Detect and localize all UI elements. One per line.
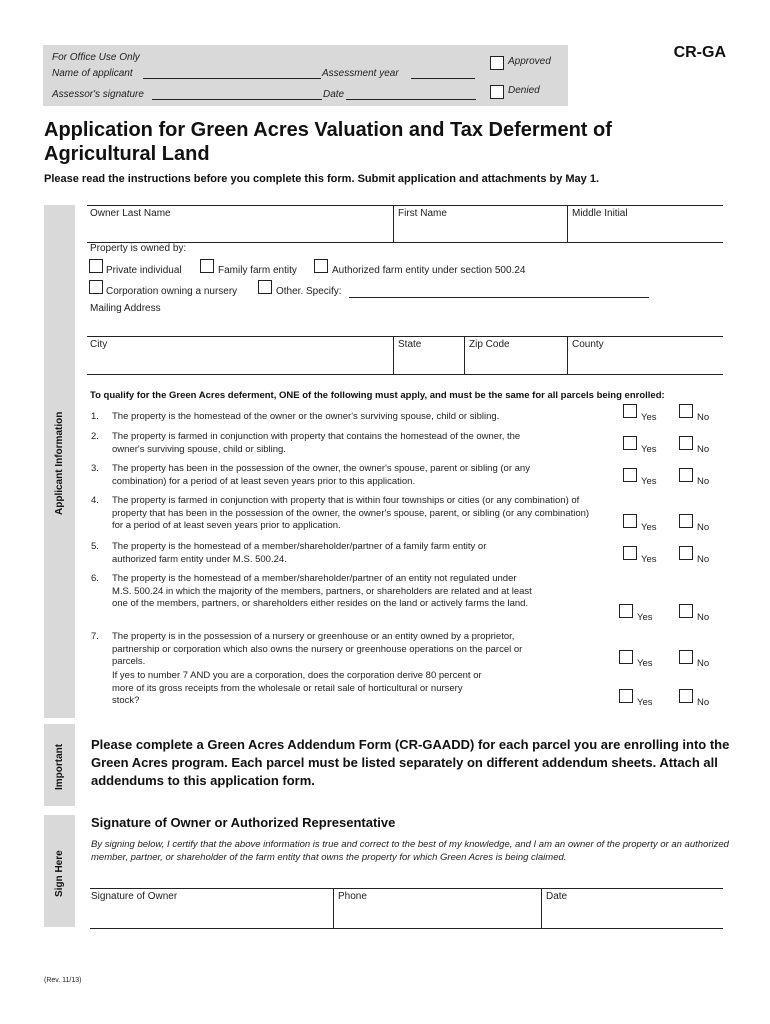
divider: [393, 205, 394, 242]
form-title: Application for Green Acres Valuation and Tax Deferment of Agricultural Land: [44, 119, 612, 165]
denied-checkbox[interactable]: [490, 85, 504, 99]
other-specify-label: Other. Specify:: [276, 286, 342, 297]
city-row-top: [87, 336, 723, 337]
private-individual-checkbox[interactable]: [89, 259, 103, 273]
question-text: The property is the homestead of a member/shareholder/partner of an entity not regulated under M.S. 500.24 in which the majority of the members, partners, or shareholders are related and at least one of the members, partners, or shareholders either resides on the land or actively farms the land.: [112, 573, 532, 609]
yes-label: Yes: [637, 658, 653, 669]
question-number: 6.: [91, 573, 99, 584]
q6-no-checkbox[interactable]: [679, 604, 693, 618]
q7b-yes-checkbox[interactable]: [619, 689, 633, 703]
middle-initial-label: Middle Initial: [572, 208, 628, 219]
yes-label: Yes: [641, 522, 657, 533]
no-label: No: [697, 554, 710, 565]
applicant-name-label: Name of applicant: [52, 68, 133, 79]
assessment-year-label: Assessment year: [322, 68, 399, 79]
divider: [464, 336, 465, 374]
divider: [541, 888, 542, 928]
q1-yes-checkbox[interactable]: [623, 404, 637, 418]
city-label: City: [90, 339, 108, 350]
question-number: 5.: [91, 541, 99, 552]
q2-no-checkbox[interactable]: [679, 436, 693, 450]
assessment-year-line[interactable]: [411, 78, 475, 79]
owner-signature-label: Signature of Owner: [91, 891, 178, 902]
signature-date-label: Date: [546, 891, 568, 902]
q1-no-checkbox[interactable]: [679, 404, 693, 418]
sign-here-label: Sign Here: [54, 850, 65, 897]
q4-no-checkbox[interactable]: [679, 514, 693, 528]
question-text: The property has been in the possession of the owner, the owner's spouse, parent or sibling (or any combination) for a period of at least seven years prior to this application.: [112, 463, 530, 487]
signature-row-top: [90, 888, 723, 889]
signature-heading: Signature of Owner or Authorized Representative: [91, 815, 396, 830]
divider: [567, 336, 568, 374]
no-label: No: [697, 522, 710, 533]
corporation-nursery-label: Corporation owning a nursery: [106, 286, 238, 297]
yes-label: Yes: [641, 412, 657, 423]
divider: [567, 205, 568, 242]
first-name-label: First Name: [398, 208, 447, 219]
instructions: Please read the instructions before you complete this form. Submit application and attachments by May 1.: [44, 173, 600, 185]
no-label: No: [697, 612, 710, 623]
private-individual-label: Private individual: [106, 265, 182, 276]
applicant-name-line[interactable]: [143, 78, 321, 79]
family-farm-checkbox[interactable]: [200, 259, 214, 273]
authorized-farm-label: Authorized farm entity under section 500.24: [332, 265, 526, 276]
question-number: 4.: [91, 495, 99, 506]
approved-label: Approved: [508, 56, 551, 67]
city-row-bottom: [87, 374, 723, 375]
yes-label: Yes: [641, 554, 657, 565]
applicant-info-sidebar: [44, 205, 75, 718]
name-row-top: [87, 205, 723, 206]
family-farm-label: Family farm entity: [218, 265, 297, 276]
important-notice: Please complete a Green Acres Addendum Form (CR-GAADD) for each parcel you are enrolling into the Green Acres program. Each parcel must be listed separately on different addendum sheets. Attach all addendums to this application form.: [91, 737, 730, 788]
q5-yes-checkbox[interactable]: [623, 546, 637, 560]
county-label: County: [572, 339, 604, 350]
question-text: If yes to number 7 AND you are a corporation, does the corporation derive 80 percent or more of its gross receipts from the wholesale or retail sale of horticultural or nursery stock?: [112, 670, 482, 706]
question-number: 1.: [91, 411, 99, 422]
phone-label: Phone: [338, 891, 367, 902]
denied-label: Denied: [508, 85, 540, 96]
no-label: No: [697, 412, 710, 423]
q5-no-checkbox[interactable]: [679, 546, 693, 560]
q2-yes-checkbox[interactable]: [623, 436, 637, 450]
question-number: 7.: [91, 631, 99, 642]
signature-row-bottom: [90, 928, 723, 929]
revision-note: (Rev. 11/13): [44, 977, 82, 984]
question-text: The property is farmed in conjunction with property that is within four townships or cities (or any combination) of property that has been in the possession of the owner, the owner's spouse, parent, or sibling (or any combination) for a period of at least seven years prior to application.: [112, 495, 590, 531]
divider: [393, 336, 394, 374]
qualify-instructions: To qualify for the Green Acres deferment, ONE of the following must apply, and must be the same for all parcels being enrolled:: [90, 390, 665, 401]
important-label: Important: [54, 743, 65, 790]
q7-no-checkbox[interactable]: [679, 650, 693, 664]
office-use-box: [43, 45, 568, 106]
mailing-address-label: Mailing Address: [90, 303, 161, 314]
question-number: 2.: [91, 431, 99, 442]
question-text: The property is the homestead of the owner or the owner's surviving spouse, child or sibling.: [112, 411, 500, 422]
other-checkbox[interactable]: [258, 280, 272, 294]
q6-yes-checkbox[interactable]: [619, 604, 633, 618]
assessor-signature-label: Assessor's signature: [52, 89, 144, 100]
corporation-nursery-checkbox[interactable]: [89, 280, 103, 294]
no-label: No: [697, 658, 710, 669]
no-label: No: [697, 444, 710, 455]
yes-label: Yes: [637, 612, 653, 623]
certification-text: By signing below, I certify that the above information is true and correct to the best of my knowledge, and I am an owner of the property or an authorized member, partner, or shareholder of the farm entity that owns the property for which Green Acres is being claimed.: [91, 839, 729, 863]
owned-by-label: Property is owned by:: [90, 243, 187, 254]
sign-here-sidebar: [44, 815, 75, 927]
zip-code-label: Zip Code: [469, 339, 510, 350]
office-date-line[interactable]: [346, 99, 476, 100]
q4-yes-checkbox[interactable]: [623, 514, 637, 528]
no-label: No: [697, 476, 710, 487]
yes-label: Yes: [637, 697, 653, 708]
state-label: State: [398, 339, 422, 350]
approved-checkbox[interactable]: [490, 56, 504, 70]
yes-label: Yes: [641, 476, 657, 487]
office-date-label: Date: [323, 89, 345, 100]
yes-label: Yes: [641, 444, 657, 455]
other-specify-line[interactable]: [349, 297, 649, 298]
applicant-info-label: Applicant Information: [54, 411, 65, 515]
q3-no-checkbox[interactable]: [679, 468, 693, 482]
q7b-no-checkbox[interactable]: [679, 689, 693, 703]
important-sidebar: [44, 724, 75, 806]
owner-last-name-label: Owner Last Name: [90, 208, 171, 219]
assessor-signature-line[interactable]: [152, 99, 322, 100]
authorized-farm-checkbox[interactable]: [314, 259, 328, 273]
office-use-heading: For Office Use Only: [52, 52, 140, 63]
form-code: CR-GA: [673, 44, 726, 61]
question-number: 3.: [91, 463, 99, 474]
question-text: The property is in the possession of a nursery or greenhouse or an entity owned by a proprietor, partnership or corporation which also owns the nursery or greenhouse operations on the parcel or parcels.: [112, 631, 523, 667]
q3-yes-checkbox[interactable]: [623, 468, 637, 482]
question-text: The property is farmed in conjunction with property that contains the homestead of the owner, the owner's surviving spouse, child or sibling.: [112, 431, 521, 455]
no-label: No: [697, 697, 710, 708]
q7-yes-checkbox[interactable]: [619, 650, 633, 664]
question-text: The property is the homestead of a member/shareholder/partner of a family farm entity or authorized farm entity under M.S. 500.24.: [112, 541, 487, 565]
divider: [333, 888, 334, 928]
